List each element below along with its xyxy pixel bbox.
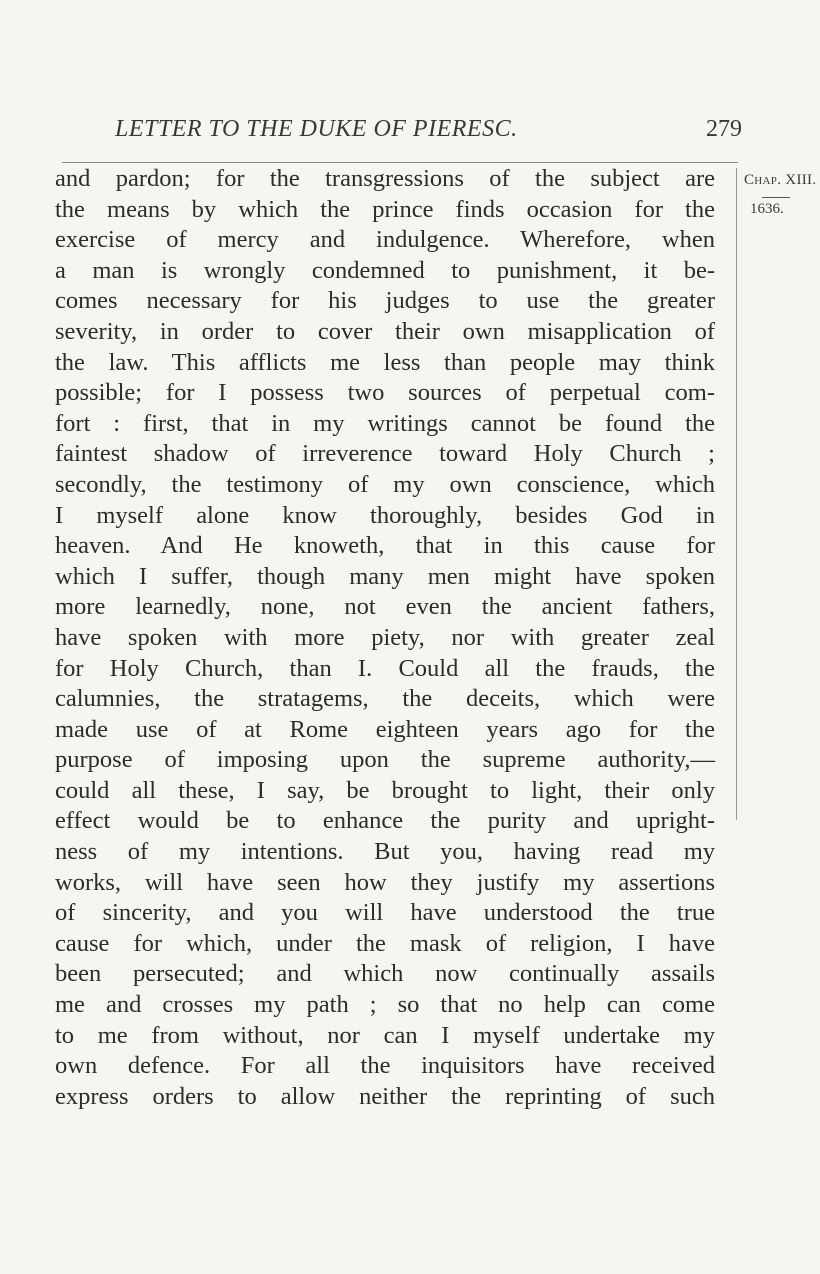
- text-line: the means by which the prince finds occasion for the: [55, 195, 715, 223]
- text-line: ness of my intentions. But you, having read my: [55, 838, 715, 866]
- text-line: secondly, the testimony of my own conscience, which: [55, 470, 715, 498]
- text-line: comes necessary for his judges to use the greater: [55, 287, 715, 315]
- text-line: been persecuted; and which now continually assails: [55, 960, 715, 988]
- text-line: cause for which, under the mask of religion, I have: [55, 929, 715, 957]
- text-line: could all these, I say, be brought to light, their only: [55, 776, 715, 804]
- margin-rule-vertical: [736, 168, 737, 820]
- text-line: severity, in order to cover their own misapplication of: [55, 317, 715, 345]
- text-line: faintest shadow of irreverence toward Holy Church ;: [55, 440, 715, 468]
- text-line: of sincerity, and you will have understood the true: [55, 899, 715, 927]
- text-line: more learnedly, none, not even the ancient fathers,: [55, 593, 715, 621]
- text-line: to me from without, nor can I myself undertake my: [55, 1021, 715, 1049]
- text-line: calumnies, the stratagems, the deceits, which were: [55, 685, 715, 713]
- text-line: the law. This afflicts me less than people may think: [55, 348, 715, 376]
- text-line: heaven. And He knoweth, that in this cause for: [55, 532, 715, 560]
- margin-chapter-note: Chap. XIII.: [744, 172, 817, 188]
- header-rule: [62, 162, 738, 163]
- text-line: purpose of imposing upon the supreme authority,—: [55, 746, 715, 774]
- margin-year-note: 1636.: [750, 201, 784, 217]
- text-line: express orders to allow neither the reprinting of such: [55, 1082, 715, 1110]
- text-line: which I suffer, though many men might have spoken: [55, 562, 715, 590]
- text-line: works, will have seen how they justify my assertions: [55, 868, 715, 896]
- body-text: [55, 164, 715, 1112]
- text-line: I myself alone know thoroughly, besides God in: [55, 501, 715, 529]
- text-line: for Holy Church, than I. Could all the frauds, the: [55, 654, 715, 682]
- text-line: effect would be to enhance the purity and upright-: [55, 807, 715, 835]
- running-title: LETTER TO THE DUKE OF PIERESC.: [115, 116, 518, 142]
- text-line: and pardon; for the transgressions of the subject are: [55, 165, 715, 192]
- text-line: fort : first, that in my writings cannot be found the: [55, 409, 715, 437]
- text-line: possible; for I possess two sources of perpetual com-: [55, 379, 715, 407]
- text-line: made use of at Rome eighteen years ago for the: [55, 715, 715, 743]
- margin-note-divider: [762, 197, 790, 198]
- text-line: exercise of mercy and indulgence. Wherefore, when: [55, 226, 715, 254]
- text-line: own defence. For all the inquisitors have received: [55, 1052, 715, 1080]
- text-line: have spoken with more piety, nor with greater zeal: [55, 623, 715, 651]
- page-number: 279: [706, 116, 742, 142]
- text-line: me and crosses my path ; so that no help can come: [55, 991, 715, 1019]
- text-line: a man is wrongly condemned to punishment, it be-: [55, 256, 715, 284]
